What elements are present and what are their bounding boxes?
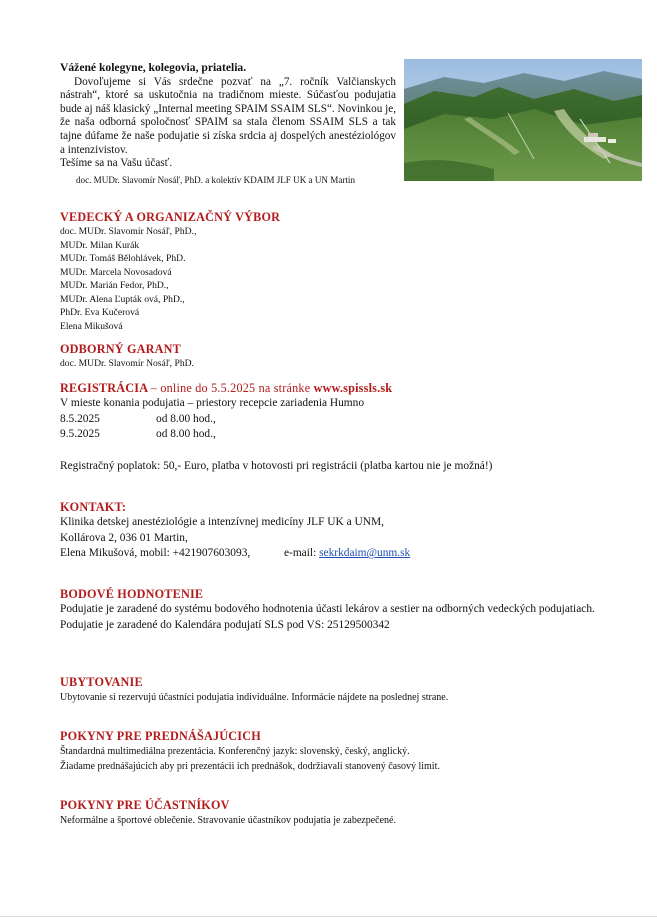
guarantor-name: doc. MUDr. Slavomír Nosáľ, PhD.	[60, 358, 194, 369]
registration-time: od 8.00 hod.,	[156, 428, 216, 441]
participants-heading: POKYNY PRE ÚČASTNÍKOV	[60, 798, 230, 812]
contact-email-label: e-mail:	[283, 547, 317, 560]
contact-person: Elena Mikušová, mobil: +421907603093,	[60, 547, 251, 560]
speakers-heading: POKYNY PRE PREDNÁŠAJÚCICH	[60, 729, 261, 743]
registration-fee: Registračný poplatok: 50,- Euro, platba v hotovosti pri registrácii (platba kartou nie je možná!)	[60, 459, 493, 472]
registration-time: od 8.00 hod.,	[156, 412, 216, 425]
contact-address: Kollárova 2, 036 01 Martin,	[60, 531, 188, 544]
guarantor-section	[60, 342, 620, 371]
contact-heading: KONTAKT:	[60, 500, 127, 514]
guarantor-heading: ODBORNÝ GARANT	[60, 342, 181, 356]
signature: doc. MUDr. Slavomír Nosáľ, PhD. a kolektív KDAIM JLF UK a UN Martin	[76, 174, 356, 185]
accommodation-text: Ubytovanie si rezervujú účastníci podujatia individuálne. Informácie nájdete na poslednej strane.	[60, 692, 449, 703]
committee-heading: VEDECKÝ A ORGANIZAČNÝ VÝBOR	[60, 210, 281, 224]
committee-section	[60, 210, 620, 333]
registration-date: 9.5.2025	[60, 428, 100, 441]
speakers-line-2: Žiadame prednášajúcich aby pri prezentácii ich prednášok, dodržiavali stanovený časový limit.	[60, 761, 440, 772]
intro-body: Dovoľujeme si Vás srdečne pozvať na „7. ročník Valčianskych nástrah“, ktoré sa uskutočnia na tradičnom mieste. Súčasťou podujatia bude aj náš klasický „Internal meeting SPAIM SSAIM SLS“. Novinkou je, že naša odborná spoločnosť SPAIM sa stala členom SSAIM SLS a tak tajne dúfame že naše podujatie si získa srdcia aj dospelých anestéziológov a intenzivistov.	[60, 75, 396, 156]
registration-date: 8.5.2025	[60, 412, 100, 425]
mountain-landscape-image	[404, 59, 642, 181]
committee-member: MUDr. Milan Kurák	[60, 239, 140, 251]
credits-line-2: Podujatie je zaradené do Kalendára podujatí SLS pod VS: 25129500342	[60, 618, 390, 631]
registration-section	[60, 381, 620, 474]
credits-line-1: Podujatie je zaradené do systému bodového hodnotenia účasti lekárov a sestier na odborných vedeckých podujatiach.	[60, 603, 595, 615]
mountain-photo	[404, 59, 642, 181]
speakers-line-1: Štandardná multimediálna prezentácia. Konferenčný jazyk: slovenský, český, anglický.	[60, 746, 410, 757]
committee-member: MUDr. Alena Ľupták ová, PhD.,	[60, 293, 185, 305]
speakers-section	[60, 729, 620, 774]
registration-date-row	[60, 412, 620, 428]
participants-text: Neformálne a športové oblečenie. Stravovanie účastníkov podujatia je zabezpečené.	[60, 815, 396, 826]
credits-section	[60, 587, 620, 633]
accommodation-section	[60, 675, 620, 705]
contact-clinic: Klinika detskej anestéziológie a intenzívnej medicíny JLF UK a UNM,	[60, 516, 384, 528]
contact-person-line	[60, 546, 620, 562]
committee-member: MUDr. Marián Fedor, PhD.,	[60, 280, 169, 291]
greeting: Vážené kolegyne, kolegovia, priatelia.	[60, 61, 247, 74]
intro-letter	[60, 61, 396, 187]
page-bottom-divider	[0, 916, 657, 917]
registration-heading: REGISTRÁCIA	[60, 381, 148, 395]
participants-section	[60, 798, 620, 828]
committee-member: PhDr. Eva Kučerová	[60, 307, 140, 318]
registration-online-note: – online do 5.5.2025 na stránke	[150, 381, 311, 395]
registration-website-link[interactable]: www.spissls.sk	[313, 381, 393, 395]
committee-member: doc. MUDr. Slavomír Nosáľ, PhD.,	[60, 226, 197, 237]
credits-heading: BODOVÉ HODNOTENIE	[60, 587, 204, 601]
registration-date-row	[60, 427, 620, 443]
committee-member: MUDr. Marcela Novosadová	[60, 266, 172, 278]
intro-closing: Tešíme sa na Vašu účasť.	[60, 157, 173, 170]
accommodation-heading: UBYTOVANIE	[60, 675, 143, 689]
contact-email-link[interactable]: sekrkdaim@unm.sk	[319, 547, 411, 560]
committee-member: MUDr. Tomáš Bělohlávek, PhD.	[60, 253, 186, 264]
committee-member: Elena Mikušová	[60, 320, 123, 332]
registration-venue: V mieste konania podujatia – priestory recepcie zariadenia Humno	[60, 397, 365, 409]
contact-section	[60, 500, 620, 562]
registration-heading-line	[60, 381, 620, 396]
